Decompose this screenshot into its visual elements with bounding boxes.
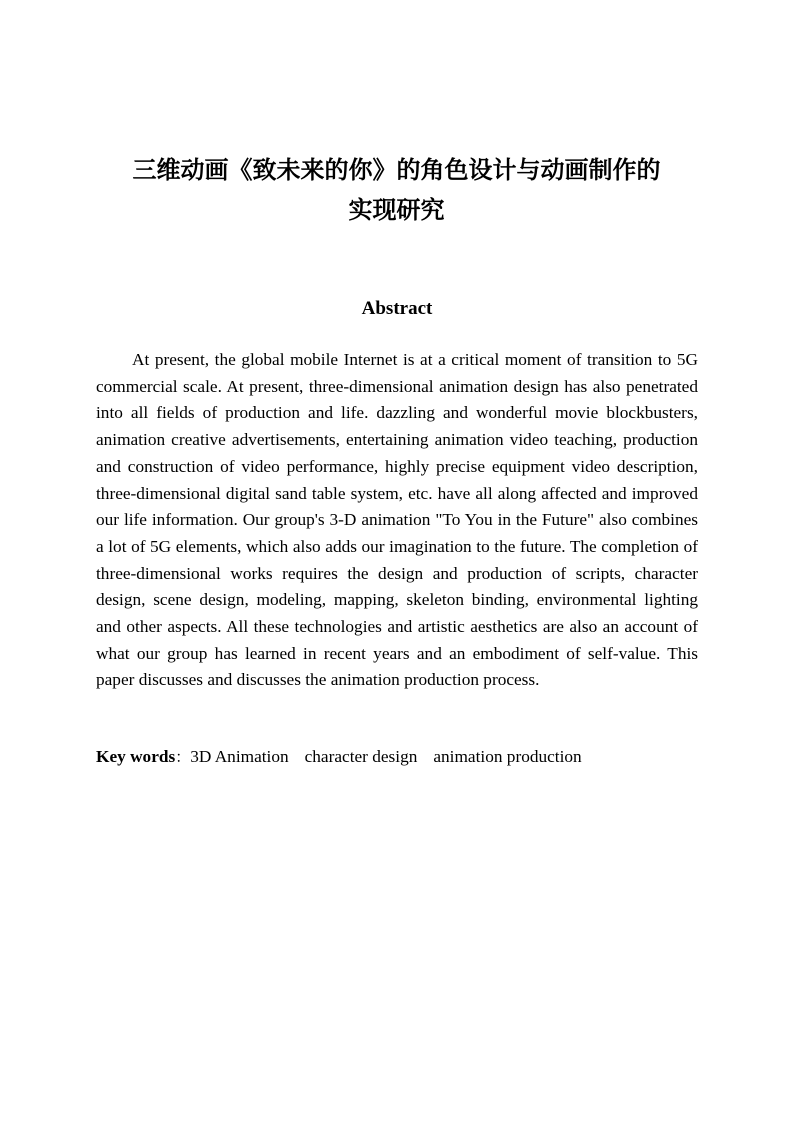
keywords-line xyxy=(96,744,698,770)
paper-title-line-1: 三维动画《致未来的你》的角色设计与动画制作的 xyxy=(132,156,661,184)
keywords-separator: ： xyxy=(175,748,191,766)
keywords-label: Key words xyxy=(96,747,176,766)
paper-title-line-2: 实现研究 xyxy=(348,196,445,224)
keyword-item: character design xyxy=(304,747,418,766)
keyword-item: 3D Animation xyxy=(190,747,289,766)
paper-title xyxy=(60,150,733,230)
keyword-item: animation production xyxy=(433,747,582,766)
abstract-heading: Abstract xyxy=(361,298,433,319)
abstract-body: At present, the global mobile Internet is at a critical moment of transition to 5G commercial scale. At present, three-dimensional animation design has also penetrated into all fields of production and life. dazzling and wonderful movie blockbusters, animation creative advertisements, entertaining animation video teaching, production and construction of video performance, highly precise equipment video description, three-dimensional digital sand table system, etc. have all along affected and improved our life information. Our group's 3-D animation "To You in the Future" also combines a lot of 5G elements, which also adds our imagination to the future. The completion of three-dimensional works requires the design and production of scripts, character design, scene design, modeling, mapping, skeleton binding, environmental lighting and other aspects. All these technologies and artistic aesthetics are also an account of what our group has learned in recent years and an embodiment of self-value. This paper discusses and discusses the animation production process. xyxy=(96,350,698,690)
